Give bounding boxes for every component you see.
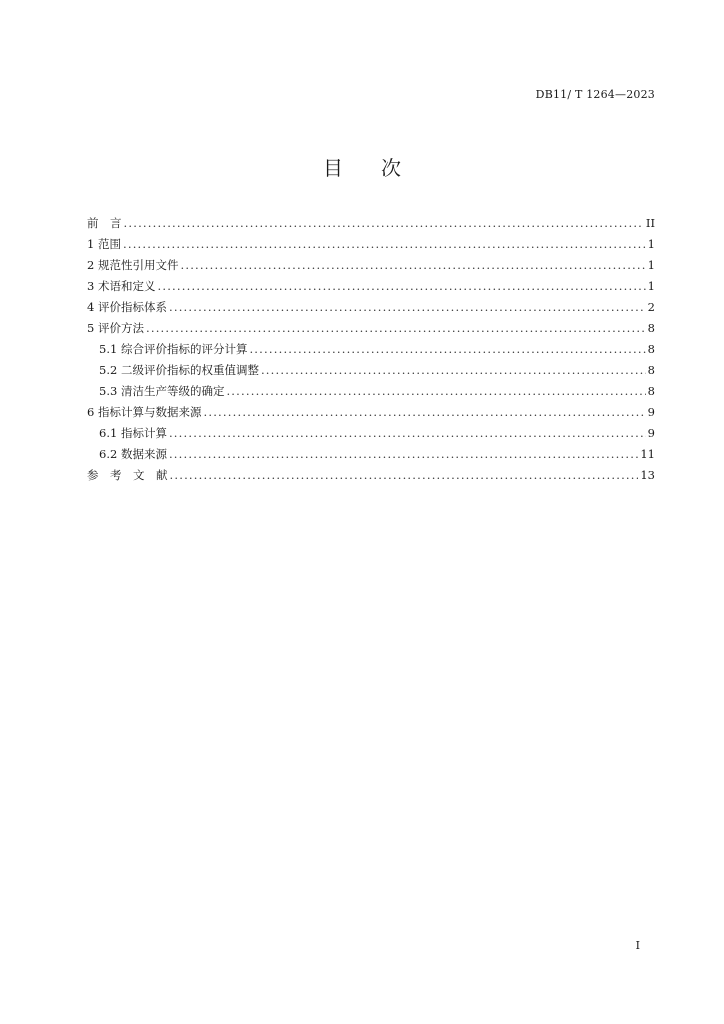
- toc-entry-page: 1: [647, 279, 655, 293]
- toc-leader-dots: [203, 402, 645, 423]
- toc-entry[interactable]: [87, 213, 655, 234]
- toc-leader-dots: [249, 339, 645, 360]
- toc-leader-dots: [226, 381, 645, 402]
- toc-entry-label: 前 言: [87, 216, 122, 230]
- toc-entry[interactable]: [87, 276, 655, 297]
- toc-leader-dots: [169, 423, 646, 444]
- toc-entry[interactable]: [87, 402, 655, 423]
- toc-entry-label: 5 评价方法: [87, 321, 144, 335]
- toc-entry-label: 参 考 文 献: [87, 468, 168, 482]
- toc-entry-page: 8: [647, 363, 655, 377]
- toc-entry-label: 6 指标计算与数据来源: [87, 405, 202, 419]
- toc-leader-dots: [157, 276, 645, 297]
- toc-leader-dots: [169, 444, 638, 465]
- toc-entry-page: 2: [647, 300, 655, 314]
- toc-leader-dots: [146, 318, 646, 339]
- toc-entry[interactable]: [87, 444, 655, 465]
- toc-entry-label: 5.3 清洁生产等级的确定: [99, 384, 225, 398]
- toc-entry[interactable]: [87, 381, 655, 402]
- toc-entry[interactable]: [87, 360, 655, 381]
- toc-entry-label: 1 范围: [87, 237, 121, 251]
- toc-leader-dots: [124, 213, 644, 234]
- toc-entry-page: II: [645, 216, 655, 230]
- toc-leader-dots: [123, 234, 646, 255]
- toc-entry[interactable]: [87, 318, 655, 339]
- toc-entry[interactable]: [87, 423, 655, 444]
- toc-leader-dots: [261, 360, 646, 381]
- toc-entry-page: 13: [640, 468, 655, 482]
- toc-entry-label: 4 评价指标体系: [87, 300, 167, 314]
- toc-title-right: 次: [381, 156, 401, 180]
- document-code: DB11/ T 1264—2023: [535, 88, 655, 101]
- toc-entry-label: 3 术语和定义: [87, 279, 156, 293]
- table-of-contents: [87, 213, 655, 486]
- toc-entry[interactable]: [87, 255, 655, 276]
- toc-entry[interactable]: [87, 297, 655, 318]
- toc-entry-page: 9: [647, 405, 655, 419]
- toc-entry-label: 5.2 二级评价指标的权重值调整: [99, 363, 259, 377]
- toc-leader-dots: [170, 465, 639, 486]
- toc-entry[interactable]: [87, 339, 655, 360]
- toc-entry[interactable]: [87, 234, 655, 255]
- toc-entry-label: 5.1 综合评价指标的评分计算: [99, 342, 248, 356]
- toc-entry-page: 11: [640, 447, 655, 461]
- toc-entry-page: 8: [647, 342, 655, 356]
- toc-entry[interactable]: [87, 465, 655, 486]
- toc-entry-page: 9: [647, 426, 655, 440]
- toc-entry-page: 1: [647, 258, 655, 272]
- toc-entry-label: 6.2 数据来源: [99, 447, 167, 461]
- toc-entry-label: 6.1 指标计算: [99, 426, 167, 440]
- toc-entry-page: 8: [647, 321, 655, 335]
- toc-leader-dots: [180, 255, 645, 276]
- toc-entry-label: 2 规范性引用文件: [87, 258, 179, 272]
- toc-entry-page: 1: [647, 237, 655, 251]
- toc-title-left: 目: [323, 156, 343, 180]
- page-number: I: [635, 939, 640, 952]
- toc-leader-dots: [169, 297, 646, 318]
- toc-entry-page: 8: [647, 384, 655, 398]
- toc-title: [0, 152, 724, 181]
